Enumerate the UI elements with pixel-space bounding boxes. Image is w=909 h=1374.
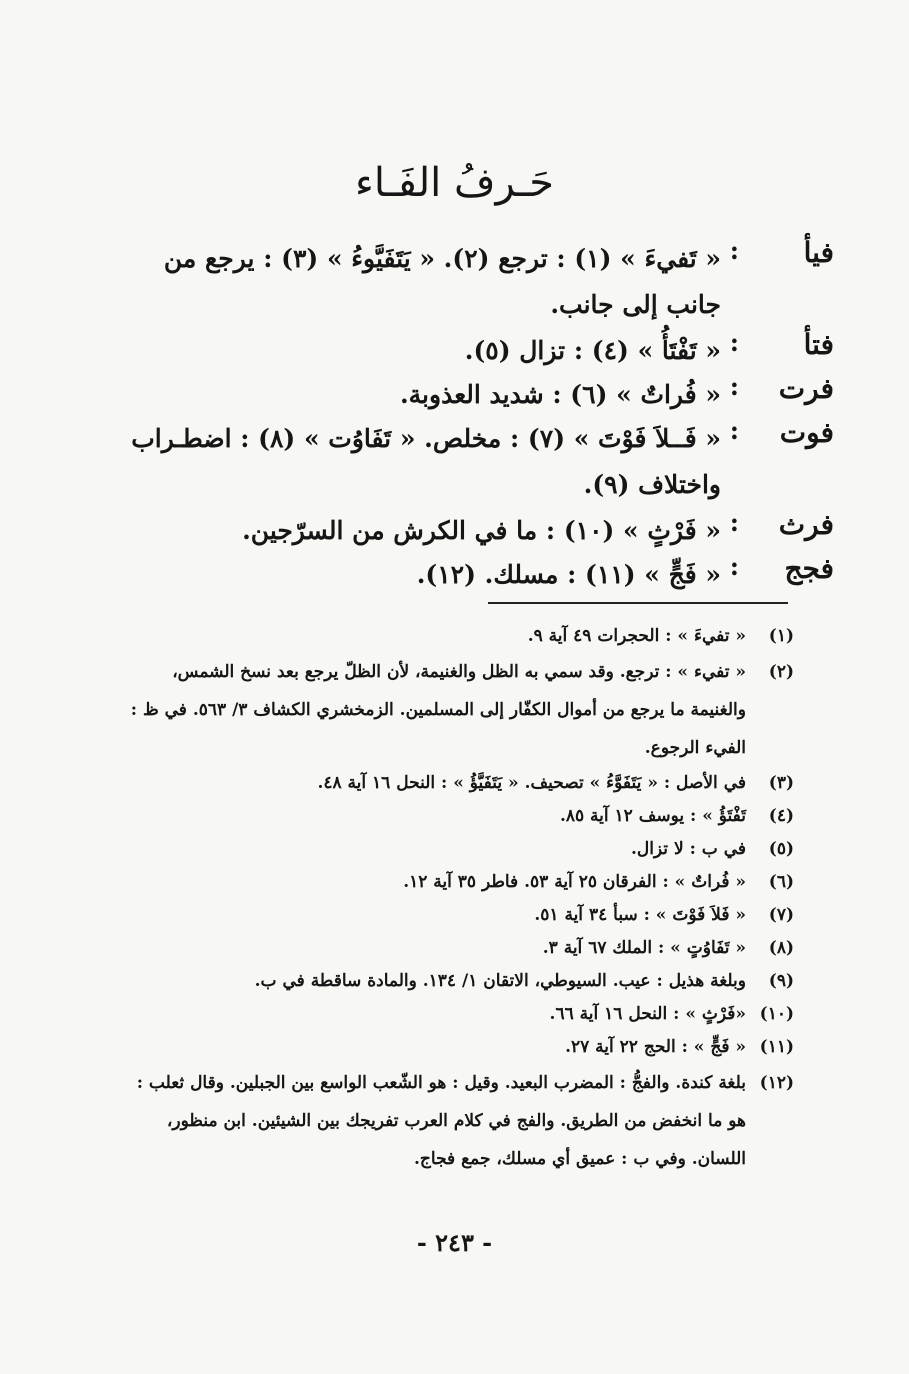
footnote-number: (٤)	[768, 806, 794, 826]
footnote	[120, 653, 794, 767]
entry-definition: « فَــلاَ فَوْتَ » (٧) : مخلص. « تَفَاوُت » (٨) : اضطـراب واختلاف (٩).	[131, 424, 721, 499]
footnote	[120, 899, 794, 932]
entry	[115, 372, 834, 416]
entry-separator: :	[729, 508, 739, 537]
footnote-number: (١٢)	[759, 1073, 794, 1093]
footnote	[120, 965, 794, 998]
footnote	[120, 620, 794, 653]
entry-headword: فوت	[779, 416, 834, 449]
footnote-text: « تَفَاوُتٍ » : الملك ٦٧ آية ٣.	[542, 938, 746, 958]
footnote	[120, 833, 794, 866]
entry-definition: « تَفيءَ » (١) : ترجع (٢). « يَتَفَيَّوءُ » (٣) : يرجع من جانب إلى جانب.	[163, 244, 721, 319]
footnote-text: « فَجٍّ » : الحج ٢٢ آية ٢٧.	[565, 1037, 746, 1057]
entry-separator: :	[729, 328, 739, 357]
entry-headword: فرث	[778, 508, 834, 541]
footnote-text: « تفيءَ » : الحجرات ٤٩ آية ٩.	[527, 626, 746, 646]
footnote	[120, 1031, 794, 1064]
entry-headword: فيأ	[803, 236, 834, 269]
footnote	[120, 998, 794, 1031]
entry	[115, 416, 834, 508]
footnote-number: (١١)	[759, 1037, 794, 1057]
footnote-number: (٢)	[768, 662, 794, 682]
footnote-number: (٩)	[768, 971, 794, 991]
footnote-number: (٨)	[768, 938, 794, 958]
page-number: - ٢٤٣ -	[416, 1228, 493, 1257]
footnote-text: « فُراتٌ » : الفرقان ٢٥ آية ٥٣. فاطر ٣٥ آية ١٢.	[403, 872, 746, 892]
footnote-divider	[488, 602, 788, 604]
entry-definition: « تَفْتَأُ » (٤) : تزال (٥).	[464, 336, 721, 365]
entry-definition: « فُراتٌ » (٦) : شديد العذوبة.	[399, 380, 721, 409]
footnote-text: بلغة كندة. والفجُّ : المضرب البعيد. وقيل : هو الشّعب الواسع بين الجبلين. وقال ثعلب : هو ما انخفض من الطريق. والفج في كلام العرب تفريجك بين الشيئين. ابن منظور، اللسان. وفي ب : عميق أي مسلك، جمع فجاج.	[136, 1073, 746, 1169]
chapter-title: حَـرفُ الفَـاء	[355, 160, 554, 206]
footnote-number: (١٠)	[759, 1004, 794, 1024]
footnote-number: (٧)	[768, 905, 794, 925]
entry-separator: :	[729, 552, 739, 581]
dictionary-entries	[115, 236, 834, 596]
footnote-text: « فَلاَ فَوْتَ » : سبأ ٣٤ آية ٥١.	[534, 905, 746, 925]
entry-definition: « فَرْثٍ » (١٠) : ما في الكرش من السرّجين.	[242, 516, 721, 545]
footnote	[120, 767, 794, 800]
footnote-number: (١)	[768, 626, 794, 646]
footnote-text: في الأصل : « يَتَفَوَّءُ » تصحيف. « يَتَفَيَّؤُ » : النحل ١٦ آية ٤٨.	[317, 773, 746, 793]
entry	[115, 552, 834, 596]
entry-definition: « فَجٍّ » (١١) : مسلك. (١٢).	[416, 560, 721, 589]
footnote-number: (٣)	[768, 773, 794, 793]
footnote-number: (٦)	[768, 872, 794, 892]
entry-headword: فجج	[784, 552, 834, 585]
footnote-text: « تفيء » : ترجع. وقد سمي به الظل والغنيمة، لأن الظلّ يرجع بعد نسخ الشمس، والغنيمة ما يرجع من أموال الكفّار إلى المسلمين. الزمخشري الكشاف ٣/ ٥٦٣. في ظ : الفيء الرجوع.	[130, 662, 746, 758]
entry-separator: :	[729, 372, 739, 401]
footnote-text: وبلغة هذيل : عيب. السيوطي، الاتقان ١/ ١٣٤. والمادة ساقطة في ب.	[254, 971, 746, 991]
entry	[115, 508, 834, 552]
footnote-text: «فَرْثٍ » : النحل ١٦ آية ٦٦.	[549, 1004, 746, 1024]
entry-separator: :	[729, 416, 739, 445]
entry	[115, 328, 834, 372]
footnote	[120, 932, 794, 965]
footnote	[120, 800, 794, 833]
footnotes	[120, 620, 794, 1178]
entry-headword: فرت	[778, 372, 834, 405]
entry-headword: فتأ	[803, 328, 834, 361]
footnote	[120, 1064, 794, 1178]
footnote	[120, 866, 794, 899]
footnote-text: في ب : لا تزال.	[630, 839, 746, 859]
entry-separator: :	[729, 236, 739, 265]
footnote-number: (٥)	[768, 839, 794, 859]
footnote-text: تَفْتَؤُ » : يوسف ١٢ آية ٨٥.	[559, 806, 746, 826]
entry	[115, 236, 834, 328]
